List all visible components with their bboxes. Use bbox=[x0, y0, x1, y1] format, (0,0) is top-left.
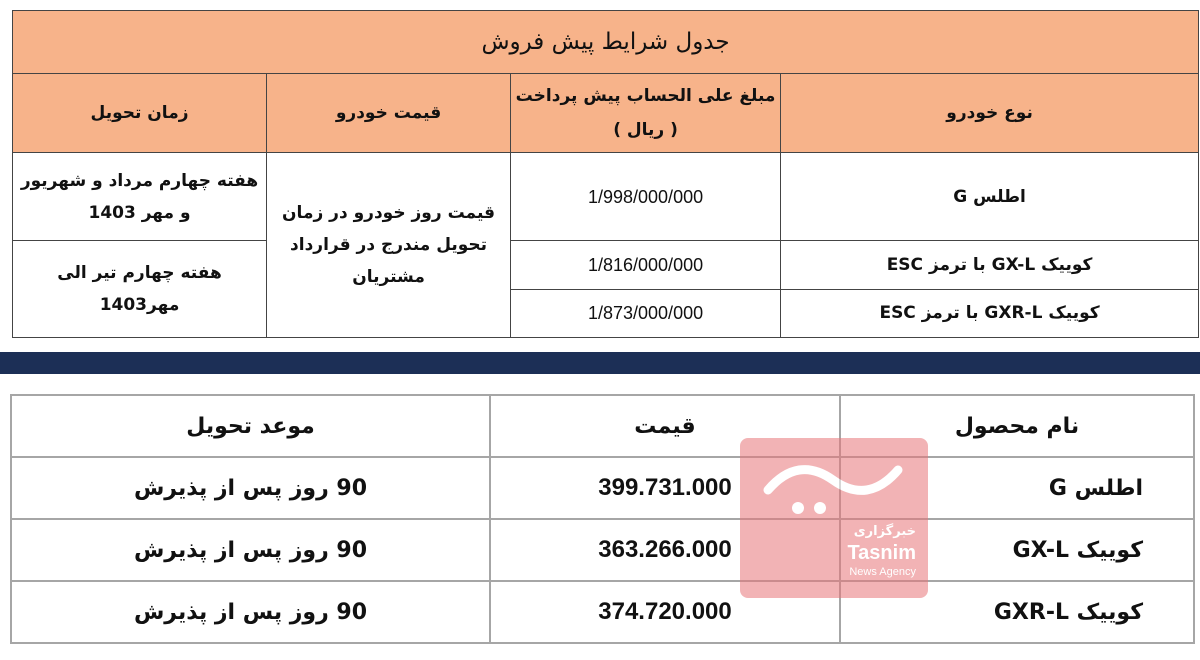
delivery-cell: 90 روز پس از پذیرش bbox=[11, 457, 490, 519]
delivery-cell: 90 روز پس از پذیرش bbox=[11, 581, 490, 643]
presale-conditions-table bbox=[12, 10, 1199, 338]
watermark-text-fa: خبرگزاری bbox=[853, 524, 916, 539]
watermark-text-en: Tasnim bbox=[847, 542, 916, 564]
tasnim-watermark bbox=[740, 438, 928, 598]
table-row bbox=[11, 519, 1194, 581]
table-row bbox=[13, 241, 1199, 289]
presale-table-title: جدول شرایط پیش فروش bbox=[13, 11, 1199, 74]
car-name-cell: اطلس G bbox=[781, 152, 1199, 241]
watermark-subtitle: News Agency bbox=[849, 566, 916, 578]
header-car-type: نوع خودرو bbox=[781, 74, 1199, 152]
delivery-cell: 90 روز پس از پذیرش bbox=[11, 519, 490, 581]
table-row bbox=[11, 457, 1194, 519]
delivery-cell: هفته چهارم تیر الی مهر1403 bbox=[13, 241, 267, 338]
price-note-cell: قیمت روز خودرو در زمان تحویل مندرج در قرارداد مشتریان bbox=[267, 152, 511, 337]
table-row bbox=[11, 581, 1194, 643]
header-delivery-time: زمان تحویل bbox=[13, 74, 267, 152]
header-delivery-deadline: موعد تحویل bbox=[11, 395, 490, 457]
car-name-cell: کوییک GXR-L با ترمز ESC bbox=[781, 289, 1199, 337]
header-product-name: نام محصول bbox=[840, 395, 1194, 457]
table-row bbox=[13, 152, 1199, 241]
car-name-cell: کوییک GX-L با ترمز ESC bbox=[781, 241, 1199, 289]
price-table bbox=[10, 394, 1195, 644]
tasnim-logo-icon bbox=[758, 450, 908, 520]
price-cell: 399.731.000 bbox=[490, 457, 840, 519]
deposit-cell: 1/873/000/000 bbox=[511, 289, 781, 337]
deposit-cell: 1/998/000/000 bbox=[511, 152, 781, 241]
section-divider bbox=[0, 352, 1200, 374]
delivery-cell: هفته چهارم مرداد و شهریور و مهر 1403 bbox=[13, 152, 267, 241]
product-name-cell: کوییک GXR-L bbox=[840, 581, 1194, 643]
price-cell: 374.720.000 bbox=[490, 581, 840, 643]
header-car-price: قیمت خودرو bbox=[267, 74, 511, 152]
product-name-cell: کوییک GX-L bbox=[840, 519, 1194, 581]
header-deposit: مبلغ علی الحساب پیش پرداخت ( ریال ) bbox=[511, 74, 781, 152]
deposit-cell: 1/816/000/000 bbox=[511, 241, 781, 289]
price-cell: 363.266.000 bbox=[490, 519, 840, 581]
header-price: قیمت bbox=[490, 395, 840, 457]
product-name-cell: اطلس G bbox=[840, 457, 1194, 519]
